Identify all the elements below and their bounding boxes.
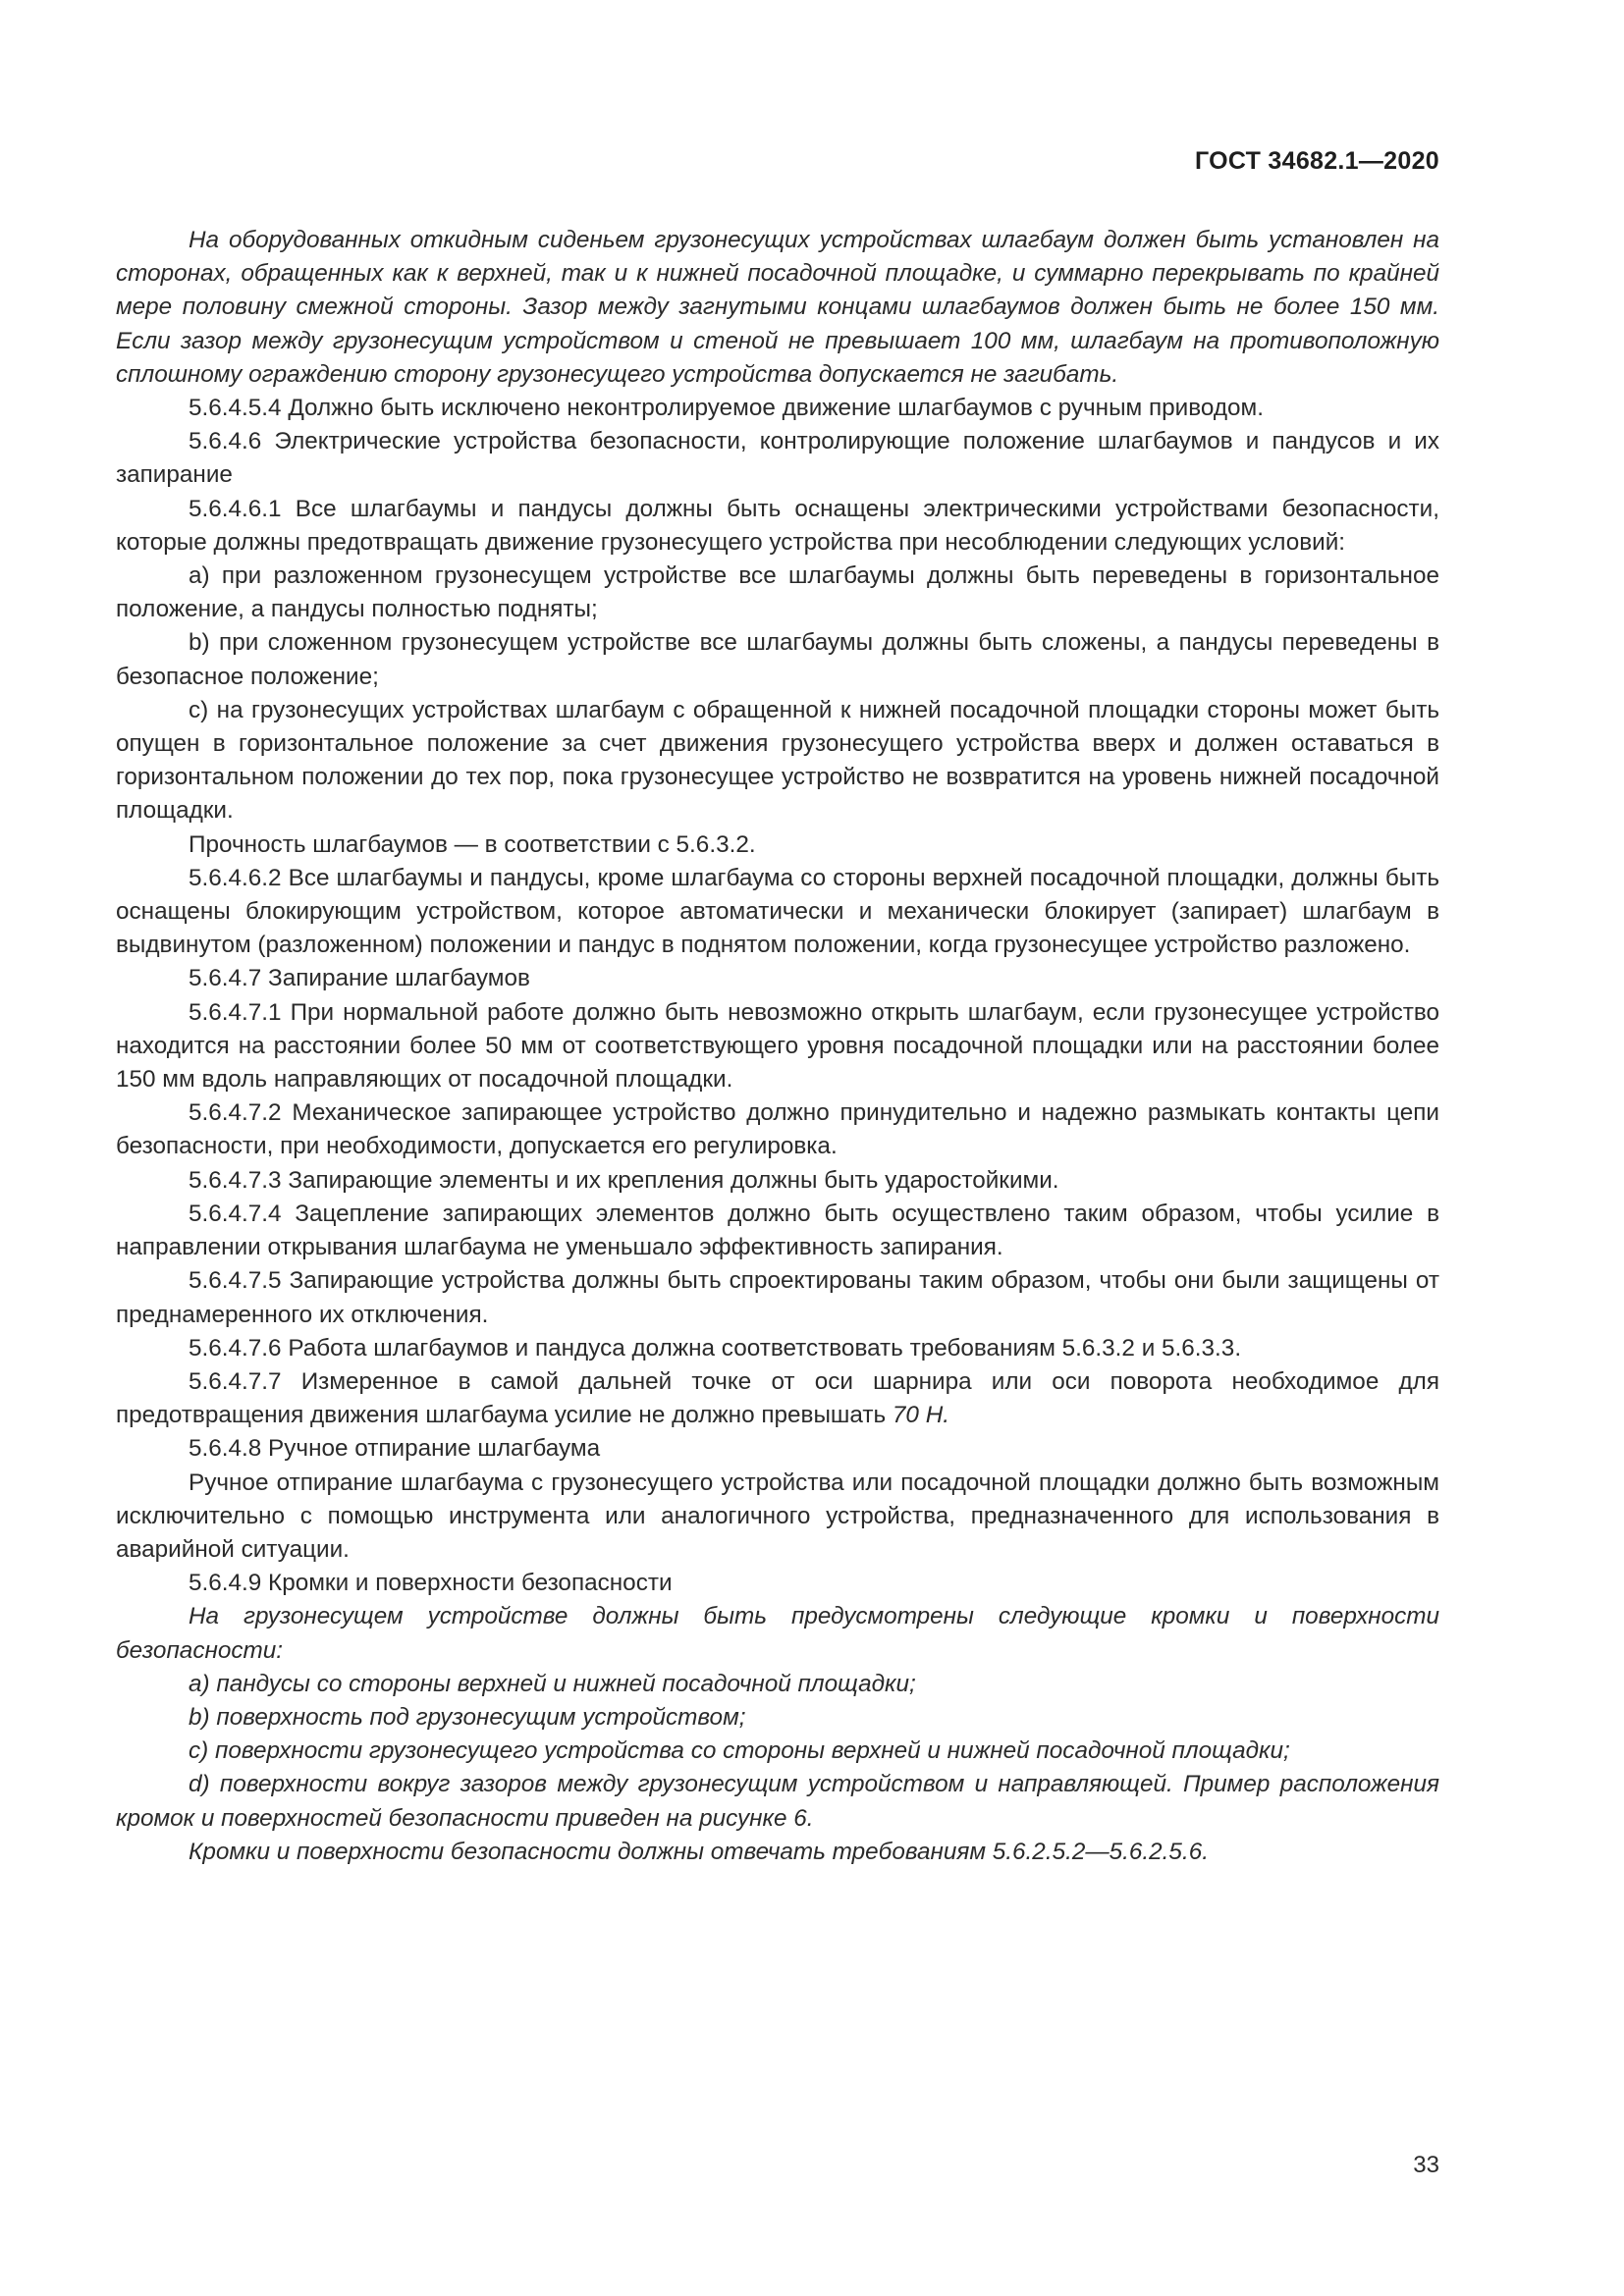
- paragraph-safety-edges-intro: На грузонесущем устройстве должны быть предусмотрены следующие кромки и поверхности безопасности:: [116, 1603, 1439, 1664]
- paragraph-5-6-4-8: 5.6.4.8 Ручное отпирание шлагбаума: [189, 1435, 601, 1463]
- paragraph-5-6-4-7-3: 5.6.4.7.3 Запирающие элементы и их крепления должны быть ударостойкими.: [189, 1166, 1059, 1194]
- paragraph-5-6-4-7-7: [116, 1365, 1439, 1432]
- document-body: [116, 224, 1439, 1869]
- paragraph-5-6-4-9: 5.6.4.9 Кромки и поверхности безопасности: [189, 1570, 673, 1597]
- list-item-a: a) при разложенном грузонесущем устройстве все шлагбаумы должны быть переведены в горизонтальное положение, а пандусы полностью подняты;: [116, 562, 1439, 623]
- list-item-b: b) при сложенном грузонесущем устройстве все шлагбаумы должны быть сложены, а пандусы переведены в безопасное положение;: [116, 629, 1439, 690]
- paragraph-5-6-4-7: 5.6.4.7 Запирание шлагбаумов: [189, 965, 530, 992]
- edge-list-item-d: d) поверхности вокруг зазоров между грузонесущим устройством и направляющей. Пример расположения кромок и поверхностей безопасности приведен на рисунке 6.: [116, 1771, 1439, 1832]
- paragraph-5-6-4-7-6: 5.6.4.7.6 Работа шлагбаумов и пандуса должна соответствовать требованиям 5.6.3.2 и 5.6.3.3.: [189, 1334, 1242, 1362]
- paragraph-5-6-4-7-1: 5.6.4.7.1 При нормальной работе должно быть невозможно открыть шлагбаум, если грузонесущее устройство находится на расстоянии более 50 мм от соответствующего уровня посадочной площадки или на расстоянии более 150 мм вдоль направляющих от посадочной площадки.: [116, 998, 1439, 1094]
- edge-list-item-c: c) поверхности грузонесущего устройства со стороны верхней и нижней посадочной площадки;: [189, 1737, 1290, 1765]
- paragraph-edges-requirements: Кромки и поверхности безопасности должны отвечать требованиям 5.6.2.5.2—5.6.2.5.6.: [189, 1838, 1209, 1865]
- paragraph-5-6-4-6-2: 5.6.4.6.2 Все шлагбаумы и пандусы, кроме шлагбаума со стороны верхней посадочной площадки, должны быть оснащены блокирующим устройством, которое автоматически и механически блокирует (запирает) шлагбаум в выдвинутом (разложенном) положении и пандус в поднятом положении, когда грузонесущее устройство разложено.: [116, 864, 1439, 959]
- paragraph-5-6-4-7-2: 5.6.4.7.2 Механическое запирающее устройство должно принудительно и надежно размыкать контакты цепи безопасности, при необходимости, допускается его регулировка.: [116, 1099, 1439, 1160]
- paragraph-5-6-4-6: 5.6.4.6 Электрические устройства безопасности, контролирующие положение шлагбаумов и пандусов и их запирание: [116, 428, 1439, 489]
- paragraph-5-6-4-6-1: 5.6.4.6.1 Все шлагбаумы и пандусы должны быть оснащены электрическими устройствами безопасности, которые должны предотвращать движение грузонесущего устройства при несоблюдении следующих условий:: [116, 495, 1439, 556]
- paragraph-barrier-strength: Прочность шлагбаумов — в соответствии с 5.6.3.2.: [189, 830, 756, 858]
- page-number: 33: [1413, 2152, 1439, 2178]
- paragraph-folding-seat-barrier: На оборудованных откидным сиденьем грузонесущих устройствах шлагбаум должен быть установлен на сторонах, обращенных как к верхней, так и к нижней посадочной площадке, и суммарно перекрывать по крайней мере половину смежной стороны. Зазор между загнутыми концами шлагбаумов должен быть не более 150 мм. Если зазор между грузонесущим устройством и стеной не превышает 100 мм, шлагбаум на противоположную сплошному ограждению сторону грузонесущего устройства допускается не загибать.: [116, 227, 1439, 388]
- edge-list-item-a: а) пандусы со стороны верхней и нижней посадочной площадки;: [189, 1670, 916, 1697]
- document-header: ГОСТ 34682.1—2020: [1194, 147, 1439, 175]
- paragraph-5-6-4-7-7-text: 5.6.4.7.7 Измеренное в самой дальней точке от оси шарнира или оси поворота необходимое для предотвращения движения шлагбаума усилие не должно превышать: [116, 1367, 1439, 1429]
- paragraph-manual-unlock: Ручное отпирание шлагбаума с грузонесущего устройства или посадочной площадки должно быть возможным исключительно с помощью инструмента или аналогичного устройства, предназначенного для использования в аварийной ситуации.: [116, 1468, 1439, 1563]
- force-value: 70 Н.: [892, 1402, 949, 1429]
- list-item-c: c) на грузонесущих устройствах шлагбаум с обращенной к нижней посадочной площадки стороны может быть опущен в горизонтальное положение за счет движения грузонесущего устройства вверх и должен оставаться в горизонтальном положении до тех пор, пока грузонесущее устройство не возвратится на уровень нижней посадочной площадки.: [116, 696, 1439, 825]
- paragraph-5-6-4-5-4: 5.6.4.5.4 Должно быть исключено неконтролируемое движение шлагбаумов с ручным приводом.: [189, 395, 1264, 422]
- paragraph-5-6-4-7-5: 5.6.4.7.5 Запирающие устройства должны быть спроектированы таким образом, чтобы они были защищены от преднамеренного их отключения.: [116, 1267, 1439, 1328]
- edge-list-item-b: b) поверхность под грузонесущим устройством;: [189, 1703, 746, 1731]
- paragraph-5-6-4-7-4: 5.6.4.7.4 Зацепление запирающих элементов должно быть осуществлено таким образом, чтобы усилие в направлении открывания шлагбаума не уменьшало эффективность запирания.: [116, 1200, 1439, 1261]
